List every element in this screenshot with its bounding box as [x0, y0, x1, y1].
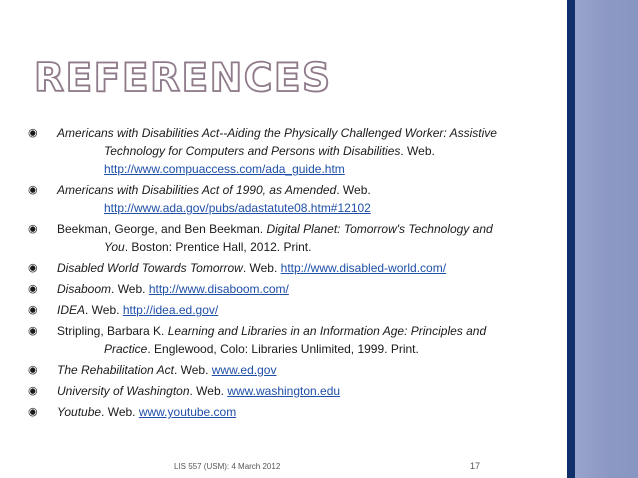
target-bullet-icon: ◉ — [28, 303, 38, 316]
reference-text: . Web. — [242, 261, 281, 275]
side-decor-panel — [567, 0, 638, 478]
target-bullet-icon: ◉ — [28, 222, 38, 235]
reference-text: . Web. — [111, 282, 149, 296]
reference-continuation — [57, 238, 558, 256]
footer-course-date: LIS 557 (USM): 4 March 2012 — [174, 462, 281, 471]
reference-text: . Web. — [189, 384, 228, 398]
reference-text: Beekman, George, and Ben Beekman. — [57, 222, 267, 236]
reference-item — [28, 322, 558, 358]
reference-title: Disabled World Towards Tomorrow — [57, 261, 243, 275]
reference-text: . Web. — [173, 363, 212, 377]
reference-title: IDEA — [57, 303, 86, 317]
reference-link[interactable]: http://www.ada.gov/pubs/adastatute08.htm#12102 — [104, 201, 371, 215]
reference-link[interactable]: www.washington.edu — [227, 384, 341, 398]
target-bullet-icon: ◉ — [28, 126, 38, 139]
reference-item — [28, 382, 558, 400]
reference-item — [28, 403, 558, 421]
target-bullet-icon: ◉ — [28, 384, 38, 397]
slide-title: REFERENCES — [34, 56, 332, 101]
reference-link[interactable]: http://www.compuaccess.com/ada_guide.htm — [104, 162, 345, 176]
reference-item — [28, 220, 558, 256]
footer-page-number: 17 — [470, 461, 481, 471]
reference-continuation — [57, 142, 558, 178]
reference-item — [28, 124, 558, 178]
target-bullet-icon: ◉ — [28, 363, 38, 376]
reference-continuation — [57, 340, 558, 358]
references-list — [28, 124, 558, 424]
reference-link[interactable]: http://www.disaboom.com/ — [148, 282, 289, 296]
reference-title: Americans with Disabilities Act of 1990, as Amended — [57, 183, 337, 197]
reference-continuation — [57, 199, 558, 217]
reference-title-cont: Technology for Computers and Persons with Disabilities — [104, 144, 401, 158]
reference-title: Youtube — [57, 405, 102, 419]
reference-text: . Web. — [101, 405, 139, 419]
target-bullet-icon: ◉ — [28, 282, 38, 295]
reference-title: The Rehabilitation Act — [57, 363, 174, 377]
reference-link[interactable]: http://idea.ed.gov/ — [122, 303, 219, 317]
reference-item — [28, 301, 558, 319]
reference-item — [28, 259, 558, 277]
reference-link[interactable]: www.ed.gov — [211, 363, 277, 377]
side-decor-bar — [567, 0, 575, 478]
reference-text: . Web. — [336, 183, 371, 197]
reference-link[interactable]: www.youtube.com — [138, 405, 237, 419]
reference-link[interactable]: http://www.disabled-world.com/ — [280, 261, 447, 275]
target-bullet-icon: ◉ — [28, 324, 38, 337]
reference-item — [28, 280, 558, 298]
reference-title: Americans with Disabilities Act--Aiding the Physically Challenged Worker: Assistive — [57, 126, 497, 140]
target-bullet-icon: ◉ — [28, 261, 38, 274]
reference-item — [28, 361, 558, 379]
reference-title: Learning and Libraries in an Information Age: Principles and — [167, 324, 487, 338]
reference-title: University of Washington — [57, 384, 190, 398]
reference-text: . Web. — [85, 303, 123, 317]
reference-item — [28, 181, 558, 217]
target-bullet-icon: ◉ — [28, 183, 38, 196]
reference-title-cont: You — [104, 240, 125, 254]
reference-text: Stripling, Barbara K. — [57, 324, 168, 338]
reference-text: . Boston: Prentice Hall, 2012. Print. — [124, 240, 312, 254]
reference-title-cont: Practice — [104, 342, 148, 356]
reference-title: Digital Planet: Tomorrow's Technology and — [266, 222, 493, 236]
target-bullet-icon: ◉ — [28, 405, 38, 418]
reference-text: . Englewood, Colo: Libraries Unlimited, 1999. Print. — [147, 342, 419, 356]
reference-text: . Web. — [400, 144, 435, 158]
reference-title: Disaboom — [57, 282, 112, 296]
